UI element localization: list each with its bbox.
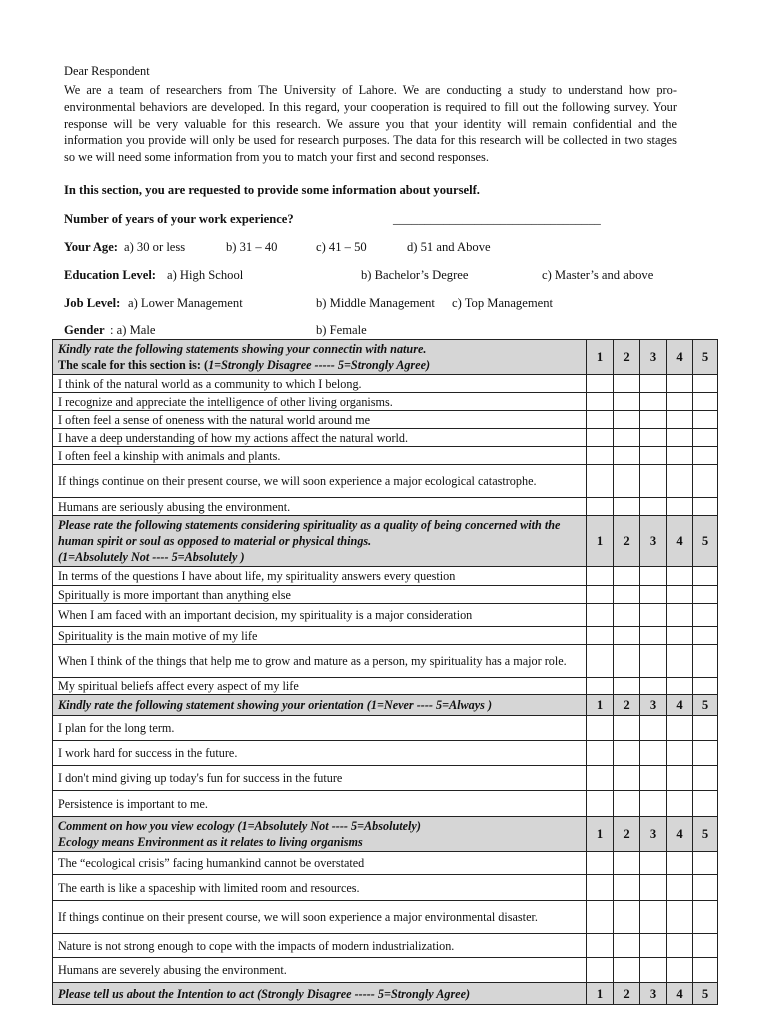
statement-text: When I think of the things that help me to grow and mature as a person, my spirituality has a major role.: [53, 645, 587, 678]
section-header-row: [53, 817, 718, 852]
rating-cell-2[interactable]: [614, 645, 640, 678]
table-row: [53, 429, 718, 447]
section-header-line: Please rate the following statements considering spirituality as a quality of being concerned with the human spirit or soul as opposed to material or physical things.: [58, 518, 561, 548]
scale-header-2: 2: [614, 516, 640, 567]
rating-cell-1[interactable]: [587, 958, 614, 983]
scale-header-4: 4: [667, 516, 693, 567]
rating-cell-2[interactable]: [614, 498, 640, 516]
rating-cell-3[interactable]: [640, 901, 667, 934]
rating-cell-3[interactable]: [640, 645, 667, 678]
rating-cell-2[interactable]: [614, 411, 640, 429]
rating-cell-5[interactable]: [693, 375, 718, 393]
section-header-line: (1=Absolutely Not ---- 5=Absolutely ): [58, 550, 245, 564]
rating-cell-3[interactable]: [640, 958, 667, 983]
statement-text: I have a deep understanding of how my actions affect the natural world.: [53, 429, 587, 447]
rating-cell-5[interactable]: [693, 393, 718, 411]
statement-text: When I am faced with an important decision, my spirituality is a major consideration: [53, 604, 587, 627]
rating-cell-1[interactable]: [587, 411, 614, 429]
education-option-c[interactable]: c) Master’s and above: [542, 268, 654, 282]
rating-cell-5[interactable]: [693, 875, 718, 901]
rating-cell-5[interactable]: [693, 934, 718, 958]
rating-cell-4[interactable]: [667, 852, 693, 875]
intro-paragraph: We are a team of researchers from The University of Lahore. We are conducting a study to understand how pro-environmental behaviors are developed. In this regard, your cooperation is required to fill out the following survey. Your response will be very valuable for this research. We assure you that your identity will remain confidential and the information you provide will only be used for research purposes. The data for this research will be collected in two stages so we will need some information from you to match your first and second responses.: [64, 83, 677, 165]
rating-cell-3[interactable]: [640, 411, 667, 429]
rating-cell-1[interactable]: [587, 375, 614, 393]
table-row: [53, 393, 718, 411]
rating-cell-3[interactable]: [640, 429, 667, 447]
rating-cell-2[interactable]: [614, 393, 640, 411]
rating-table: [52, 339, 718, 1005]
rating-cell-2[interactable]: [614, 604, 640, 627]
rating-cell-2[interactable]: [614, 627, 640, 645]
rating-cell-2[interactable]: [614, 958, 640, 983]
section-header-line: Ecology means Environment as it relates to living organisms: [58, 835, 363, 849]
rating-cell-5[interactable]: [693, 627, 718, 645]
statement-text: I recognize and appreciate the intelligence of other living organisms.: [53, 393, 587, 411]
rating-cell-4[interactable]: [667, 791, 693, 817]
education-option-a[interactable]: a) High School: [167, 268, 244, 282]
rating-cell-1[interactable]: [587, 901, 614, 934]
rating-cell-4[interactable]: [667, 375, 693, 393]
section-header-row: [53, 695, 718, 716]
section-header: [53, 340, 587, 375]
rating-cell-1[interactable]: [587, 429, 614, 447]
section-instruction: In this section, you are requested to provide some information about yourself.: [64, 183, 480, 197]
section-header-line: Comment on how you view ecology (1=Absolutely Not ---- 5=Absolutely): [58, 819, 421, 833]
rating-cell-3[interactable]: [640, 375, 667, 393]
section-header-row: [53, 340, 718, 375]
statement-text: I don't mind giving up today's fun for success in the future: [53, 766, 587, 791]
rating-cell-3[interactable]: [640, 627, 667, 645]
rating-cell-2[interactable]: [614, 934, 640, 958]
rating-cell-2[interactable]: [614, 741, 640, 766]
statement-text: Persistence is important to me.: [53, 791, 587, 817]
rating-cell-2[interactable]: [614, 791, 640, 817]
rating-cell-3[interactable]: [640, 604, 667, 627]
table-row: [53, 791, 718, 817]
rating-cell-5[interactable]: [693, 958, 718, 983]
rating-cell-5[interactable]: [693, 586, 718, 604]
table-row: [53, 934, 718, 958]
section-header-row: [53, 983, 718, 1005]
rating-cell-1[interactable]: [587, 627, 614, 645]
rating-cell-5[interactable]: [693, 852, 718, 875]
scale-header-1: 1: [587, 695, 614, 716]
table-row: [53, 741, 718, 766]
scale-prefix: The scale for this section is: (: [58, 358, 209, 372]
age-option-d[interactable]: d) 51 and Above: [407, 240, 491, 254]
rating-cell-1[interactable]: [587, 498, 614, 516]
job-option-a[interactable]: a) Lower Management: [128, 296, 243, 310]
table-row: [53, 875, 718, 901]
gender-label: Gender: [64, 323, 105, 337]
rating-cell-5[interactable]: [693, 604, 718, 627]
rating-cell-1[interactable]: [587, 852, 614, 875]
statement-text: Humans are severely abusing the environment.: [53, 958, 587, 983]
rating-cell-2[interactable]: [614, 586, 640, 604]
rating-cell-5[interactable]: [693, 901, 718, 934]
scale-header-4: 4: [667, 695, 693, 716]
rating-cell-2[interactable]: [614, 901, 640, 934]
table-row: [53, 604, 718, 627]
table-row: [53, 901, 718, 934]
rating-cell-3[interactable]: [640, 852, 667, 875]
rating-cell-1[interactable]: [587, 934, 614, 958]
rating-cell-4[interactable]: [667, 447, 693, 465]
rating-cell-3[interactable]: [640, 678, 667, 695]
experience-answer-line[interactable]: _________________________________: [393, 212, 601, 226]
rating-cell-5[interactable]: [693, 741, 718, 766]
rating-cell-5[interactable]: [693, 498, 718, 516]
rating-cell-5[interactable]: [693, 567, 718, 586]
education-label: Education Level:: [64, 268, 157, 282]
table-row: [53, 766, 718, 791]
scale-header-3: 3: [640, 817, 667, 852]
scale-header-3: 3: [640, 340, 667, 375]
scale-header-5: 5: [693, 340, 718, 375]
job-option-b[interactable]: b) Middle Management: [316, 296, 435, 310]
rating-cell-4[interactable]: [667, 411, 693, 429]
statement-text: Spirituality is the main motive of my life: [53, 627, 587, 645]
rating-cell-2[interactable]: [614, 429, 640, 447]
scale-header-2: 2: [614, 983, 640, 1005]
scale-text: 1=Strongly Disagree ----- 5=Strongly Agree): [208, 358, 431, 372]
table-row: [53, 586, 718, 604]
table-row: [53, 567, 718, 586]
rating-cell-1[interactable]: [587, 604, 614, 627]
rating-cell-3[interactable]: [640, 934, 667, 958]
job-level-label: Job Level:: [64, 296, 121, 310]
rating-cell-4[interactable]: [667, 875, 693, 901]
rating-cell-1[interactable]: [587, 678, 614, 695]
gender-question: [64, 323, 367, 338]
scale-header-1: 1: [587, 340, 614, 375]
table-row: [53, 498, 718, 516]
statement-text: I plan for the long term.: [53, 716, 587, 741]
section-header-row: [53, 516, 718, 567]
rating-cell-5[interactable]: [693, 716, 718, 741]
table-row: [53, 678, 718, 695]
statement-text: In terms of the questions I have about life, my spirituality answers every question: [53, 567, 587, 586]
rating-cell-1[interactable]: [587, 586, 614, 604]
table-row: [53, 958, 718, 983]
age-option-c[interactable]: c) 41 – 50: [316, 240, 367, 254]
rating-cell-2[interactable]: [614, 678, 640, 695]
rating-cell-5[interactable]: [693, 465, 718, 498]
scale-header-5: 5: [693, 817, 718, 852]
table-row: [53, 447, 718, 465]
gender-option-female[interactable]: b) Female: [316, 323, 367, 337]
rating-cell-4[interactable]: [667, 934, 693, 958]
statement-text: Humans are seriously abusing the environment.: [53, 498, 587, 516]
section-header: Kindly rate the following statement showing your orientation (1=Never ---- 5=Always ): [53, 695, 587, 716]
rating-cell-2[interactable]: [614, 567, 640, 586]
rating-cell-2[interactable]: [614, 766, 640, 791]
rating-cell-1[interactable]: [587, 741, 614, 766]
statement-text: I often feel a kinship with animals and plants.: [53, 447, 587, 465]
rating-cell-5[interactable]: [693, 411, 718, 429]
rating-cell-5[interactable]: [693, 429, 718, 447]
rating-cell-4[interactable]: [667, 604, 693, 627]
rating-cell-3[interactable]: [640, 567, 667, 586]
education-option-b[interactable]: b) Bachelor’s Degree: [361, 268, 469, 282]
rating-cell-3[interactable]: [640, 586, 667, 604]
rating-cell-3[interactable]: [640, 465, 667, 498]
rating-cell-1[interactable]: [587, 567, 614, 586]
rating-cell-4[interactable]: [667, 429, 693, 447]
statement-text: If things continue on their present course, we will soon experience a major ecological catastrophe.: [53, 465, 587, 498]
scale-header-1: 1: [587, 516, 614, 567]
scale-header-3: 3: [640, 516, 667, 567]
rating-cell-1[interactable]: [587, 716, 614, 741]
rating-cell-4[interactable]: [667, 766, 693, 791]
rating-cell-3[interactable]: [640, 393, 667, 411]
rating-cell-3[interactable]: [640, 447, 667, 465]
rating-cell-3[interactable]: [640, 766, 667, 791]
scale-header-3: 3: [640, 983, 667, 1005]
rating-cell-3[interactable]: [640, 791, 667, 817]
salutation: Dear Respondent: [64, 64, 150, 78]
statement-text: Spiritually is more important than anything else: [53, 586, 587, 604]
rating-cell-4[interactable]: [667, 465, 693, 498]
rating-cell-1[interactable]: [587, 447, 614, 465]
rating-cell-1[interactable]: [587, 645, 614, 678]
rating-cell-1[interactable]: [587, 766, 614, 791]
job-option-c[interactable]: c) Top Management: [452, 296, 554, 310]
scale-header-4: 4: [667, 817, 693, 852]
scale-header-2: 2: [614, 340, 640, 375]
age-label: Your Age:: [64, 240, 118, 254]
gender-option-male[interactable]: : a) Male: [110, 323, 156, 337]
rating-cell-5[interactable]: [693, 678, 718, 695]
rating-cell-2[interactable]: [614, 375, 640, 393]
rating-cell-2[interactable]: [614, 447, 640, 465]
table-row: [53, 852, 718, 875]
scale-header-1: 1: [587, 817, 614, 852]
statement-text: The earth is like a spaceship with limited room and resources.: [53, 875, 587, 901]
scale-header-3: 3: [640, 695, 667, 716]
rating-cell-4[interactable]: [667, 393, 693, 411]
table-row: [53, 645, 718, 678]
section-header: Please tell us about the Intention to act (Strongly Disagree ----- 5=Strongly Agree): [53, 983, 587, 1005]
rating-cell-4[interactable]: [667, 498, 693, 516]
statement-text: I think of the natural world as a community to which I belong.: [53, 375, 587, 393]
rating-cell-1[interactable]: [587, 465, 614, 498]
statement-text: If things continue on their present course, we will soon experience a major environmental disaster.: [53, 901, 587, 934]
age-option-b[interactable]: b) 31 – 40: [226, 240, 278, 254]
rating-cell-4[interactable]: [667, 958, 693, 983]
rating-cell-5[interactable]: [693, 766, 718, 791]
scale-header-2: 2: [614, 695, 640, 716]
rating-cell-4[interactable]: [667, 645, 693, 678]
statement-text: The “ecological crisis” facing humankind cannot be overstated: [53, 852, 587, 875]
age-question: [64, 240, 491, 255]
rating-cell-4[interactable]: [667, 716, 693, 741]
section-header: [53, 817, 587, 852]
rating-cell-3[interactable]: [640, 716, 667, 741]
rating-cell-5[interactable]: [693, 791, 718, 817]
experience-label: Number of years of your work experience?: [64, 212, 294, 226]
scale-header-4: 4: [667, 340, 693, 375]
rating-cell-2[interactable]: [614, 875, 640, 901]
scale-header-5: 5: [693, 516, 718, 567]
table-row: [53, 627, 718, 645]
scale-header-1: 1: [587, 983, 614, 1005]
scale-header-5: 5: [693, 695, 718, 716]
section-header: [53, 516, 587, 567]
rating-cell-5[interactable]: [693, 645, 718, 678]
rating-cell-2[interactable]: [614, 716, 640, 741]
section-header-line: Kindly rate the following statements showing your connectin with nature.: [58, 342, 427, 356]
rating-cell-3[interactable]: [640, 741, 667, 766]
rating-cell-2[interactable]: [614, 852, 640, 875]
scale-header-2: 2: [614, 817, 640, 852]
rating-cell-4[interactable]: [667, 678, 693, 695]
rating-cell-4[interactable]: [667, 567, 693, 586]
rating-cell-1[interactable]: [587, 393, 614, 411]
rating-cell-3[interactable]: [640, 498, 667, 516]
job-level-question: [64, 296, 554, 311]
rating-cell-4[interactable]: [667, 627, 693, 645]
table-row: [53, 411, 718, 429]
education-question: [64, 268, 654, 283]
rating-cell-4[interactable]: [667, 586, 693, 604]
table-row: [53, 465, 718, 498]
rating-cell-3[interactable]: [640, 875, 667, 901]
table-row: [53, 375, 718, 393]
rating-cell-1[interactable]: [587, 791, 614, 817]
rating-cell-4[interactable]: [667, 741, 693, 766]
rating-cell-2[interactable]: [614, 465, 640, 498]
statement-text: I work hard for success in the future.: [53, 741, 587, 766]
table-row: [53, 716, 718, 741]
age-option-a[interactable]: a) 30 or less: [124, 240, 186, 254]
statement-text: Nature is not strong enough to cope with the impacts of modern industrialization.: [53, 934, 587, 958]
scale-header-5: 5: [693, 983, 718, 1005]
scale-header-4: 4: [667, 983, 693, 1005]
statement-text: I often feel a sense of oneness with the natural world around me: [53, 411, 587, 429]
statement-text: My spiritual beliefs affect every aspect of my life: [53, 678, 587, 695]
rating-cell-4[interactable]: [667, 901, 693, 934]
experience-question: [64, 212, 601, 227]
rating-cell-1[interactable]: [587, 875, 614, 901]
rating-cell-5[interactable]: [693, 447, 718, 465]
